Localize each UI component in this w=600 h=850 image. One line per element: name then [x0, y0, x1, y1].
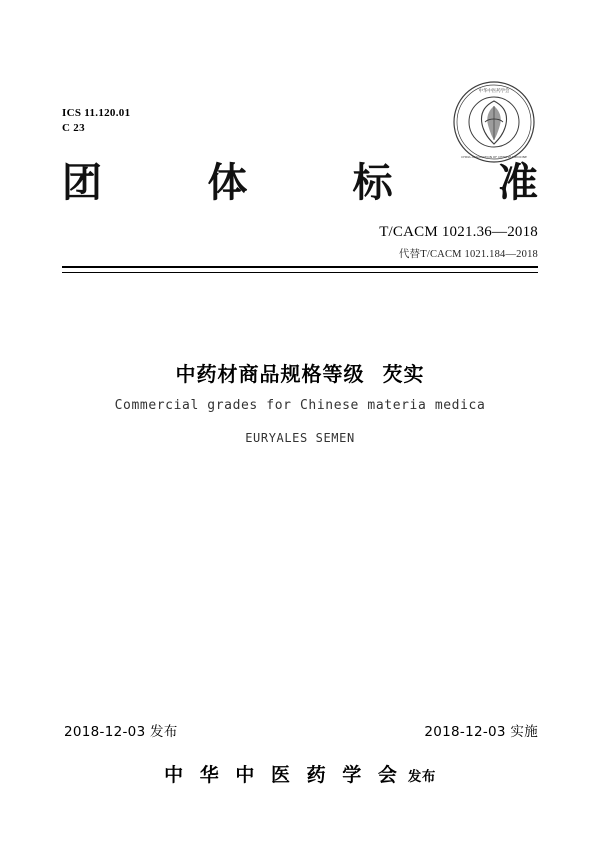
- caam-emblem-logo: [452, 80, 536, 164]
- banner-char-2: 体: [207, 160, 248, 206]
- divider-thin: [62, 272, 538, 273]
- ccs-code: C 23: [62, 122, 85, 134]
- standard-replaces-note: 代替T/CACM 1021.184—2018: [398, 249, 538, 260]
- issue-date: 2018-12-03 发布: [64, 724, 178, 740]
- divider-thick: [62, 266, 538, 268]
- banner-char-3: 标: [352, 160, 393, 206]
- caam-emblem-icon: [452, 80, 536, 164]
- title-chinese-main: 中药材商品规格等级: [175, 362, 365, 386]
- page-title-latin: EURYALES SEMEN: [245, 431, 355, 445]
- publisher-suffix: 发布: [407, 769, 436, 785]
- page-title-english: Commercial grades for Chinese materia medica: [114, 398, 486, 413]
- page-title-chinese: [0, 358, 600, 387]
- publisher-name: 中 华 中 医 药 学 会: [164, 764, 402, 786]
- svg-text:CHINA ASSOCIATION OF CHINESE M: CHINA ASSOCIATION OF CHINESE MEDICINE: [461, 155, 527, 159]
- banner-char-1: 团: [62, 160, 102, 206]
- banner-char-4: 准: [497, 160, 538, 206]
- standard-number: T/CACM 1021.36—2018: [379, 224, 538, 240]
- publisher-line: [0, 760, 600, 787]
- ics-code: ICS 11.120.01: [62, 107, 131, 119]
- svg-text:中华中医药学会: 中华中医药学会: [478, 89, 510, 94]
- effective-date: 2018-12-03 实施: [424, 724, 538, 740]
- ics-classification-block: [62, 106, 130, 136]
- title-chinese-item: 芡实: [382, 362, 425, 386]
- banner-tuanti-biaozhun: [62, 160, 538, 206]
